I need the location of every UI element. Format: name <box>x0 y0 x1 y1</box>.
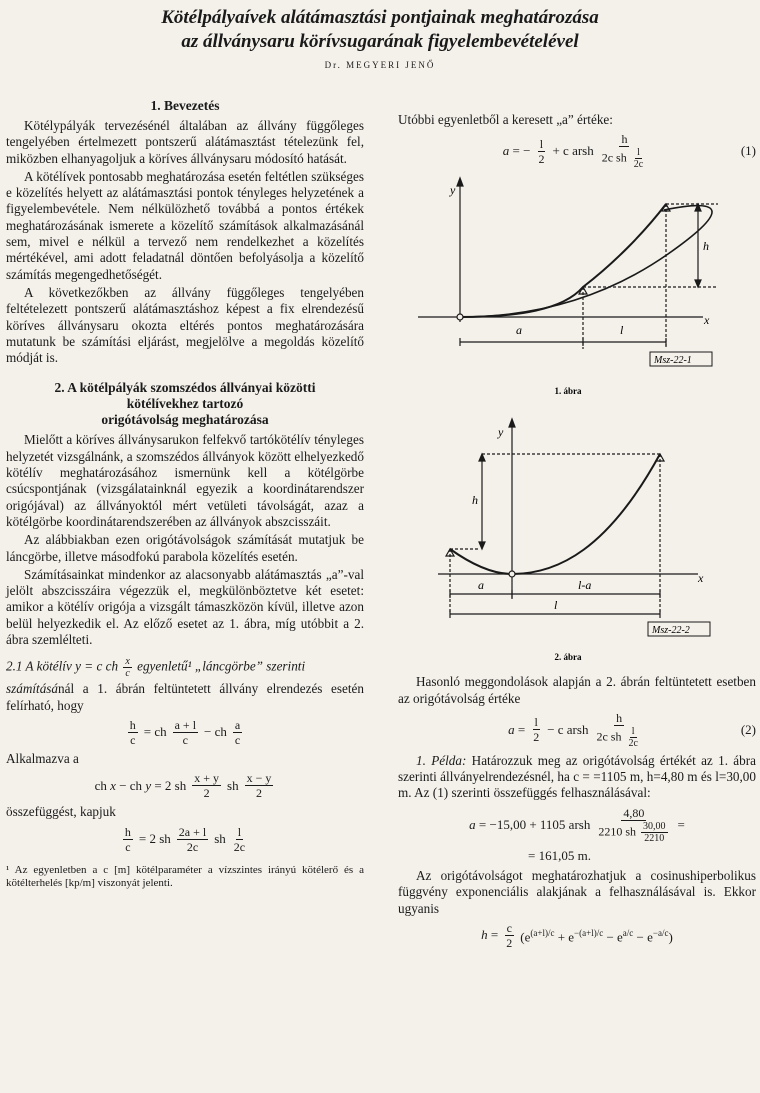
author: Dr. MEGYERI JENŐ <box>324 60 436 70</box>
fig2-x-label: x <box>698 571 704 586</box>
s2-paragraph: Az alábbiakban ezen origótávolságok számítását mutatjuk be láncgörbe, illetve másodfokú parabola közelítés esetén. <box>6 532 364 564</box>
then-text: összefüggést, kapjuk <box>6 804 116 820</box>
figure-2-diagram <box>398 414 756 674</box>
fig2-tag: Msz-22-2 <box>652 625 690 637</box>
subsection-2-1-cont: számításánál a 1. ábrán feltüntetett állvány elrendezés esetén felírható, hogy <box>6 681 364 713</box>
title-line-1: Kötélpályaívek alátámasztási pontjainak meghatározása <box>161 7 599 28</box>
equation-1-number: (1) <box>740 143 756 159</box>
footnote: ¹ Az egyenletben a c [m] kötélparaméter a vízszintes irányú kötélerő és a kötélterhelés [kp/m] viszonyát jelenti. <box>6 863 364 889</box>
right-column <box>398 112 756 954</box>
equation-1: a = − $\frac{l}{2}$ + c arsh h 2c sh $\frac{l}{2c}$ (1) <box>502 132 756 171</box>
fig1-x-label: x <box>704 313 710 328</box>
section-1-heading: 1. Bevezetés <box>150 98 220 113</box>
fig1-a-label: a <box>516 323 522 338</box>
equation-h-over-c: $\frac{h}{c}$ = ch $\frac{a + l}{c}$ − ch $\frac{a}{c}$ <box>129 717 241 747</box>
fig2-y-label: y <box>498 425 504 440</box>
fig1-h-label: h <box>703 239 709 254</box>
fig2-h-label: h <box>472 493 478 508</box>
left-column <box>6 88 364 890</box>
fig2-a-label: a <box>478 578 484 593</box>
example-paragraph: 1. Példa: Határozzuk meg az origótávolság értékét az 1. ábra szerinti állványelrendezésnél, ha c = =1105 m, h=4,80 m és l=30,00 m. Az (1) szerinti összefüggés felhasználásával: <box>398 752 756 801</box>
s1-paragraph: A következőkben az állvány függőleges tengelyében feltételezett pontszerű alátámasztáshoz képest a fix elrendezésű köríves állványsaru okozta eltérés pontos meghatározására mutatunk be számítási eljárást, megjelölve a megoldás közelítő módját is. <box>6 284 364 366</box>
equation-exponential: h = $\frac{c}{2}$ $(e^{(a+l)/c} + e^{-(a+l)/c} - e^{a/c} - e^{-a/c})$ <box>481 920 673 950</box>
equation-example: a = −15,00 + 1105 arsh 4,80 2210 sh $\frac{30,00}{2210}$ = <box>469 805 685 844</box>
closing-paragraph: Az origótávolságot meghatározhatjuk a cosinushiperbolikus függvény exponenciális alakjának a felhasználásával is. Ekkor ugyanis <box>398 868 756 916</box>
fig2-l-label: l <box>554 598 558 613</box>
article-title <box>0 6 760 54</box>
figure-2 <box>398 414 756 674</box>
fig2-l-minus-a-label: l-a <box>578 578 592 593</box>
intro-text: Utóbbi egyenletből a keresett „a” értéke: <box>398 112 613 127</box>
para-after-figures: Hasonló meggondolások alapján a 2. ábrán feltüntetett esetben az origótávolság értéke <box>398 674 756 706</box>
equation-ch-identity: ch x − ch y = 2 sh $\frac{x + y}{2}$ sh $\frac{x - y}{2}$ <box>94 771 272 801</box>
fig1-l-label: l <box>620 323 624 338</box>
fig2-caption: 2. ábra <box>554 652 582 663</box>
equation-h-sh: $\frac{h}{c}$ = 2 sh $\frac{2a + l}{2c}$ sh $\frac{l}{2c}$ <box>124 824 246 854</box>
equation-2-number: (2) <box>740 721 756 737</box>
equation-result: = 161,05 m. <box>528 847 591 863</box>
equation-2: a = $\frac{l}{2}$ − c arsh h 2c sh $\frac{l}{2c}$ (2) <box>508 710 756 749</box>
s2-paragraph: Számításainkat mindenkor az alacsonyabb alátámasztás „a”-val jelölt abszcisszáira végezzük el, megkülönböztetve két esetet: amikor a kötélív origója a vizsgált támaszközön kívül, illetve azon belül helyezkedik el. Az előző esetet az 1. ábra, míg utóbbit a 2. ábra szemlélteti. <box>6 566 364 648</box>
s2-paragraph: Mielőtt a köríves állványsarukon felfekvő tartókötélív tényleges helyzetét vizsgálnánk, a szomszédos állványok között elhelyezkedő kötélív meghatározásához ismernünk kell a kötélgörbe csúcspontjának (vizsgálatainknál egyezik a koordinátarendszer origójával) az állványoktól mért vetületi távolságát, azaz a kötélgörbe koordinátarendszerében az állványok abszcisszáit. <box>6 432 364 529</box>
section-2-heading: 2. A kötélpályák szomszédos állványai közötti kötélívekhez tartozó origótávolság meghatározása <box>54 380 316 428</box>
subsection-2-1: 2.1 A kötélív y = c ch $\frac{x}{c}$ egyenletű¹ „láncgörbe” szerinti <box>6 656 306 680</box>
title-line-2: az állványsaru körívsugarának figyelembevételével <box>181 31 579 52</box>
s1-paragraph: Kötélypályák tervezésénél általában az állvány függőleges tengelyében értelmezett pontszerű alátámasztást tételezünk fel, miközben elhanyagoljuk a köríves állványsaru módosító hatását. <box>6 118 364 166</box>
apply-text: Alkalmazva a <box>6 750 79 766</box>
fig1-y-label: y <box>450 183 456 198</box>
fig1-caption: 1. ábra <box>554 386 582 397</box>
figure-1 <box>398 174 756 424</box>
figure-1-diagram <box>398 174 756 424</box>
s1-paragraph: A kötélívek pontosabb meghatározása esetén feltétlen szükséges e közelítés helyett az alátámasztási pontok tényleges helyzetének a figyelembevétele. Nem nélkülözhető továbbá a pontos értékek meghatározásának ismerete a közelítő számítások alkalmazásánál sem, mivel e nélkül a tervező nem rendelkezhet a közelítés mértékével, ami adott feladatnál döntően befolyásolja a közelítő számítás megengedhetőségét. <box>6 168 364 282</box>
fig1-tag: Msz-22-1 <box>654 355 692 367</box>
